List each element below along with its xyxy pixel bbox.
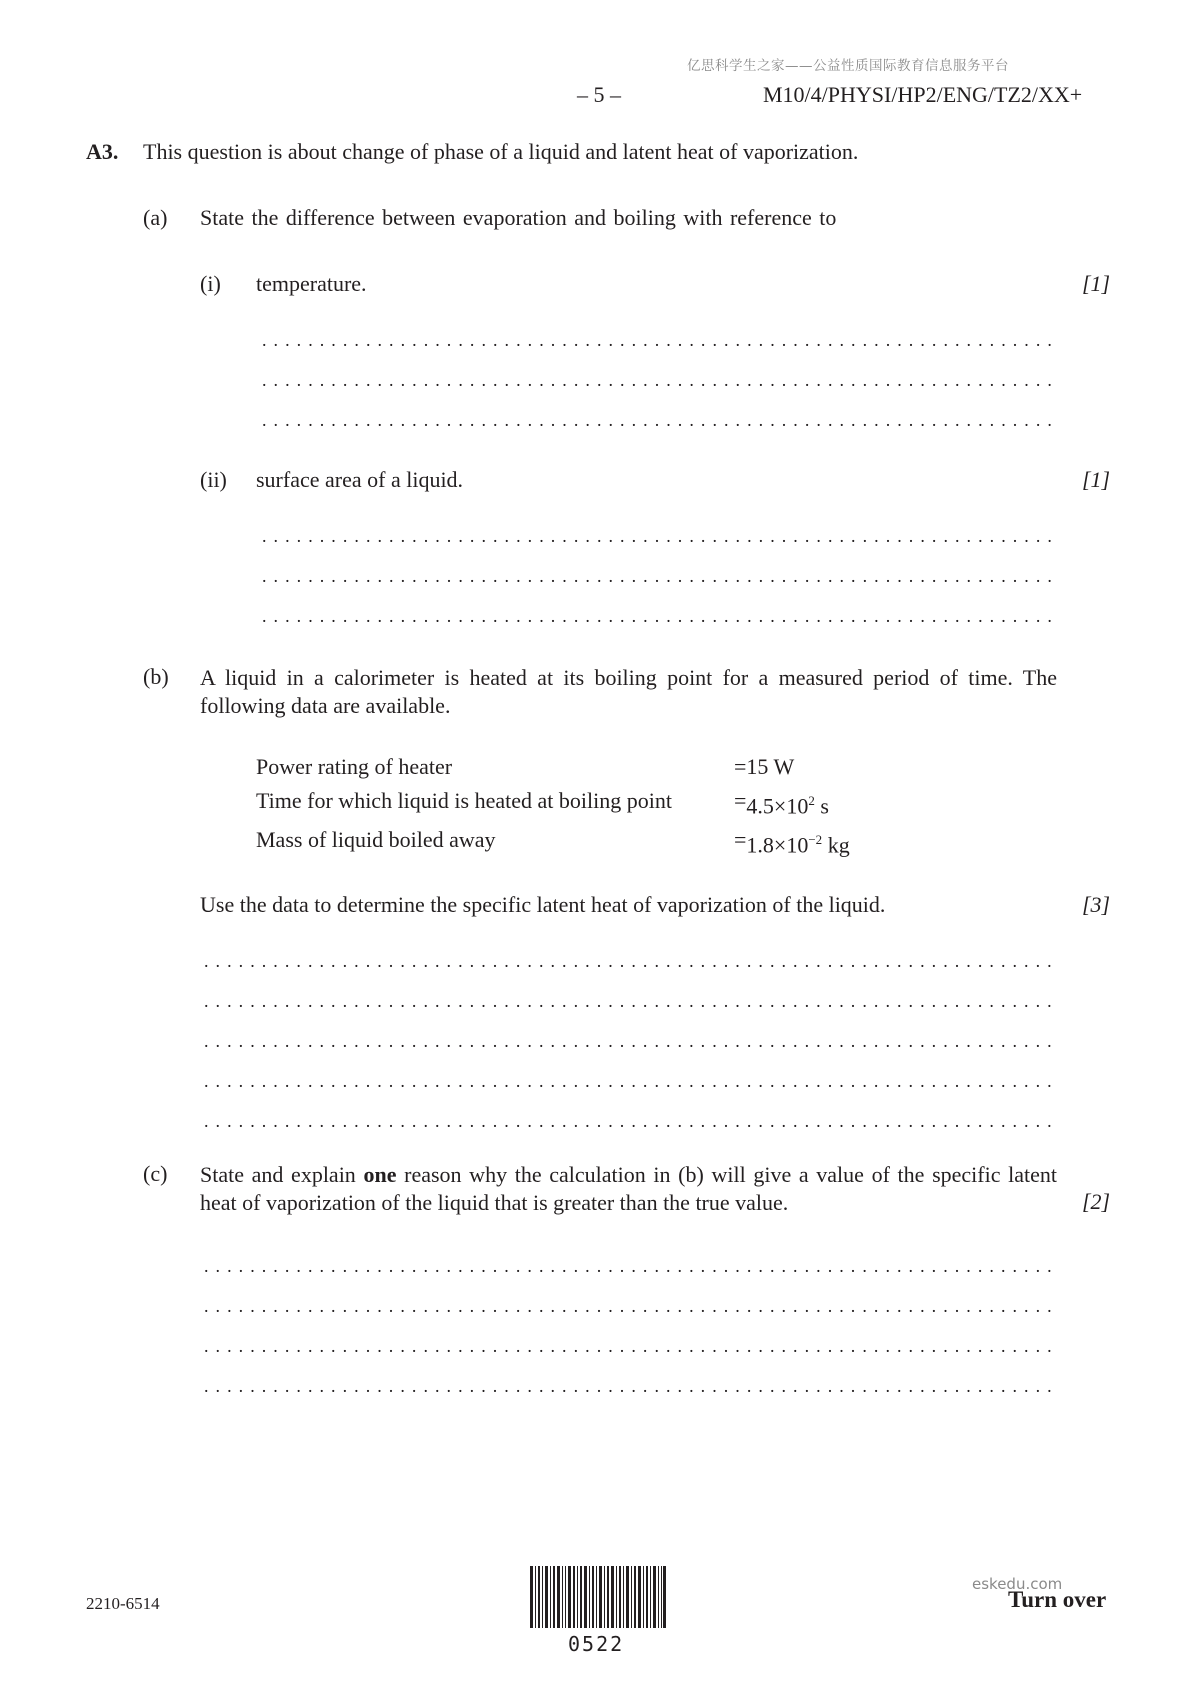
answer-line[interactable]: [204, 1071, 1057, 1091]
part-b-label: (b): [143, 664, 169, 689]
part-c-marks: [2]: [1082, 1189, 1111, 1214]
header-watermark: 亿思科学生之家——公益性质国际教育信息服务平台: [687, 58, 1009, 74]
data-row-mass: [256, 823, 850, 862]
answer-line[interactable]: [204, 951, 1057, 971]
data-equals: =: [734, 827, 747, 853]
data-mantissa: 1.8×10: [746, 832, 809, 858]
answer-line[interactable]: [204, 1336, 1057, 1356]
footer-watermark: eskedu.com: [972, 1575, 1063, 1593]
data-unit: s: [814, 793, 829, 819]
data-label: Mass of liquid boiled away: [256, 827, 496, 853]
part-c-text-bold: one: [363, 1162, 397, 1187]
part-a-label: (a): [143, 205, 168, 230]
part-b-marks: [3]: [1082, 892, 1111, 917]
footer-code: 2210-6514: [86, 1594, 160, 1613]
barcode-number: 0522: [568, 1632, 625, 1656]
part-b-text: A liquid in a calorimeter is heated at its boiling point for a measured period of time. The following data are available.: [200, 665, 1057, 718]
part-a-ii-text: surface area of a liquid.: [256, 467, 464, 492]
data-label: Power rating of heater: [256, 754, 453, 779]
part-b-instruction: Use the data to determine the specific latent heat of vaporization of the liquid.: [200, 892, 886, 917]
answer-line[interactable]: [204, 991, 1057, 1011]
part-c-text-post: reason why the calculation in (b) will give a value of the specific latent heat of vaporization of the liquid that is greater than the true value.: [200, 1162, 1058, 1215]
part-a-i-marks: [1]: [1082, 271, 1111, 296]
answer-line[interactable]: [262, 606, 1057, 626]
answer-line[interactable]: [204, 1111, 1057, 1131]
part-c-label: (c): [143, 1161, 168, 1186]
answer-line[interactable]: [204, 1031, 1057, 1051]
data-equals: =: [734, 788, 747, 813]
question-number: A3.: [86, 139, 119, 164]
data-value: [746, 823, 849, 862]
answer-line[interactable]: [262, 526, 1057, 546]
answer-line[interactable]: [262, 566, 1057, 586]
part-a-ii-label: (ii): [200, 467, 227, 492]
data-exponent: −2: [808, 832, 823, 848]
data-mantissa: 4.5×10: [746, 793, 809, 819]
data-value: [746, 784, 828, 823]
barcode-image: [530, 1566, 666, 1628]
data-equals: =: [734, 754, 747, 779]
turn-over-label: Turn over: [1008, 1587, 1107, 1612]
answer-line[interactable]: [204, 1256, 1057, 1276]
data-row-power: [256, 750, 850, 784]
page-number: – 5 –: [577, 82, 621, 107]
data-row-time: [256, 784, 850, 823]
data-unit: kg: [822, 832, 850, 858]
question-intro: This question is about change of phase of a liquid and latent heat of vaporization.: [143, 139, 859, 164]
answer-line[interactable]: [204, 1376, 1057, 1396]
part-c-text-pre: State and explain: [200, 1162, 364, 1187]
part-a-i-text: temperature.: [256, 271, 367, 296]
part-c-text: [200, 1161, 1057, 1217]
answer-line[interactable]: [262, 330, 1057, 350]
part-a-i-label: (i): [200, 271, 221, 296]
data-table: [256, 750, 850, 863]
data-exponent: 2: [808, 793, 815, 808]
answer-line[interactable]: [204, 1296, 1057, 1316]
data-label: Time for which liquid is heated at boiling point: [256, 788, 672, 813]
paper-code: M10/4/PHYSI/HP2/ENG/TZ2/XX+: [763, 82, 1083, 107]
answer-line[interactable]: [262, 410, 1057, 430]
part-a-text: State the difference between evaporation and boiling with reference to: [200, 205, 837, 230]
data-value: 15 W: [746, 754, 795, 779]
answer-line[interactable]: [262, 370, 1057, 390]
part-a-ii-marks: [1]: [1082, 467, 1111, 492]
